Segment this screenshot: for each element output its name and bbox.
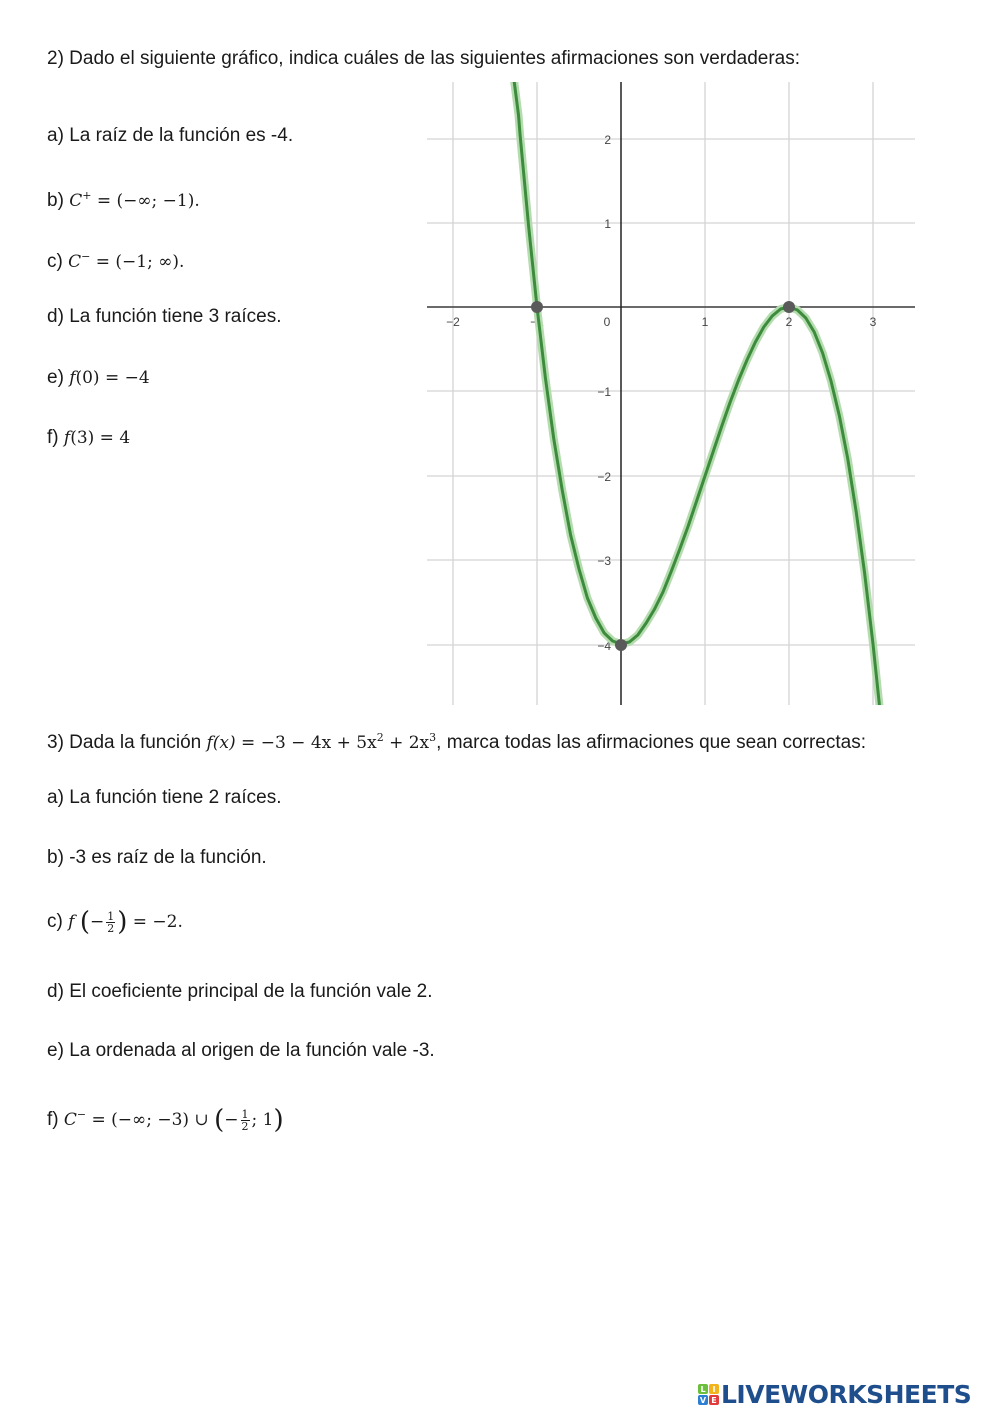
option-label: f) [47, 1109, 59, 1130]
q3-option-e[interactable] [47, 1039, 435, 1063]
svg-text:2: 2 [604, 133, 611, 147]
svg-text:−1: −1 [597, 385, 611, 399]
option-label: f) [47, 427, 59, 448]
brand-name: LIVEWORKSHEETS [721, 1380, 972, 1409]
option-text: El coeficiente principal de la función vale 2. [69, 981, 433, 1002]
option-label: d) [47, 981, 64, 1002]
option-text: La función tiene 3 raíces. [69, 306, 282, 327]
svg-text:−2: −2 [597, 470, 611, 484]
q3-option-f[interactable] [47, 1103, 284, 1135]
svg-text:−4: −4 [597, 639, 611, 653]
root-point-minus-1 [531, 301, 543, 313]
y-tick-labels [597, 133, 611, 653]
function-curve [514, 80, 881, 720]
option-label: c) [47, 251, 63, 272]
svg-text:3: 3 [869, 315, 877, 329]
svg-text:0: 0 [603, 315, 611, 329]
option-text: La función tiene 2 raíces. [69, 787, 282, 808]
grid-lines [427, 82, 915, 705]
liveworksheets-logo [698, 1380, 971, 1409]
svg-text:−2: −2 [446, 315, 460, 329]
question-2-prompt: 2) Dado el siguiente gráfico, indica cuáles de las siguientes afirmaciones son verdaderas: [47, 48, 801, 69]
q3-option-a[interactable] [47, 786, 282, 810]
root-point-2 [783, 301, 795, 313]
q3-option-c[interactable] [47, 907, 183, 937]
option-text: La raíz de la función es -4. [69, 125, 294, 146]
option-math: f (− $\frac{1}{2}$ ) = −2. [68, 907, 183, 937]
svg-text:1: 1 [701, 315, 709, 329]
option-math: C− = (−∞; −3) ∪ (− $\frac{1}{2}$ ; 1) [63, 1105, 284, 1135]
option-label: a) [47, 125, 64, 146]
option-label: c) [47, 911, 63, 932]
svg-text:2: 2 [785, 315, 793, 329]
option-label: b) [47, 190, 64, 211]
live-blocks-icon: L I V E [698, 1384, 719, 1405]
svg-text:−3: −3 [597, 554, 611, 568]
option-math: f(0) = −4 [69, 368, 150, 388]
option-label: d) [47, 306, 64, 327]
q3-option-b[interactable] [47, 846, 267, 870]
y-intercept-point [615, 639, 627, 651]
svg-text:1: 1 [604, 217, 611, 231]
svg-text:−1: −1 [530, 315, 544, 329]
option-label: e) [47, 1040, 64, 1061]
option-text: -3 es raíz de la función. [69, 847, 267, 868]
option-math: C− = (−1; ∞). [68, 250, 185, 272]
option-text: La ordenada al origen de la función vale -3. [69, 1040, 435, 1061]
q3-option-d[interactable] [47, 980, 433, 1004]
option-label: e) [47, 367, 64, 388]
question-3-prompt: 3) Dada la función $f(x) = -3 - 4x + 5x^2 + 2x^3$, marca todas las afirmaciones que sean correctas: [47, 731, 866, 753]
option-math: f(3) = 4 [63, 428, 131, 448]
option-label: b) [47, 847, 64, 868]
option-label: a) [47, 787, 64, 808]
option-math: C+ = (−∞; −1). [69, 189, 200, 211]
